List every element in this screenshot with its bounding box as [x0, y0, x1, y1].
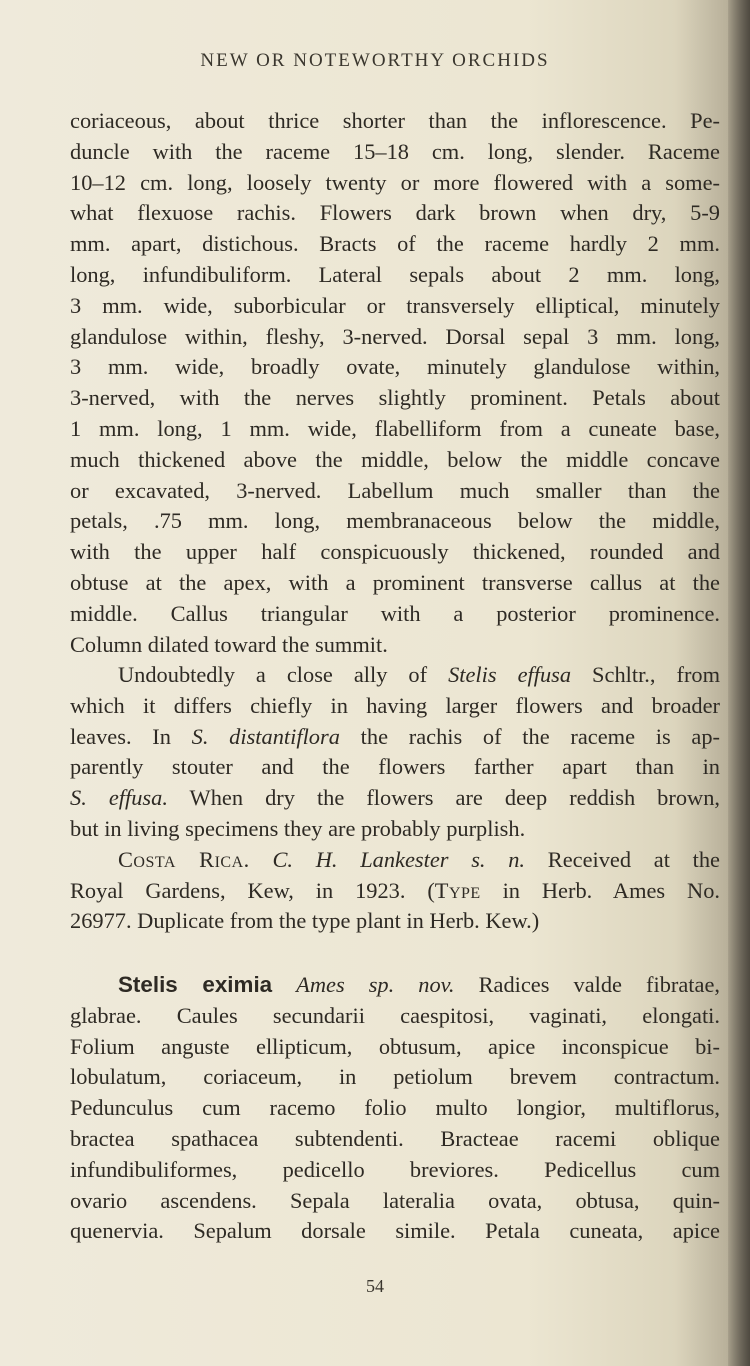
- text-line: petals, .75 mm. long, membranaceous below the middle,: [70, 508, 720, 534]
- text-line: 10–12 cm. long, loosely twenty or more flowered with a some-: [70, 169, 720, 195]
- text-line: or excavated, 3-nerved. Labellum much smaller than the: [70, 477, 720, 503]
- text-line: which it differs chiefly in having larger flowers and broader: [70, 692, 720, 718]
- text-line: what flexuose rachis. Flowers dark brown when dry, 5-9: [70, 200, 720, 226]
- text-line: 26977. Duplicate from the type plant in Herb. Kew.): [70, 908, 540, 934]
- text-line: middle. Callus triangular with a posterior prominence.: [70, 600, 720, 626]
- locality-line: Costa Rica. C. H. Lankester s. n. Received at the: [118, 846, 720, 872]
- collector: C. H. Lankester s. n.: [272, 846, 526, 872]
- species-name: Stelis eximia: [118, 972, 273, 997]
- text-line: S. effusa. When dry the flowers are deep reddish brown,: [70, 785, 720, 811]
- species-description: [70, 106, 720, 660]
- text-line: obtuse at the apex, with a prominent transverse callus at the: [70, 569, 720, 595]
- text-line: quenervia. Sepalum dorsale simile. Petala cuneata, apice: [70, 1218, 720, 1244]
- text-line: with the upper half conspicuously thickened, rounded and: [70, 539, 720, 565]
- page-gutter-shadow: [728, 0, 750, 1366]
- text-line: Column dilated toward the summit.: [70, 631, 388, 657]
- taxon-name: S. effusa.: [70, 785, 168, 811]
- species-authority: Ames sp. nov.: [296, 972, 455, 997]
- text-line: duncle with the raceme 15–18 cm. long, slender. Raceme: [70, 138, 720, 164]
- text-line: ovario ascendens. Sepala lateralia ovata, obtusa, quin-: [70, 1187, 720, 1213]
- text-line: leaves. In S. distantiflora the rachis of the raceme is ap-: [70, 723, 720, 749]
- species-heading-line: Stelis eximia Ames sp. nov. Radices valde fibratae,: [118, 972, 720, 997]
- text-line: coriaceous, about thrice shorter than the inflorescence. Pe-: [70, 108, 720, 133]
- text-line: 1 mm. long, 1 mm. wide, flabelliform from a cuneate base,: [70, 415, 720, 441]
- text-line: mm. apart, distichous. Bracts of the raceme hardly 2 mm.: [70, 231, 720, 257]
- text-line: Undoubtedly a close ally of Stelis effusa Schltr., from: [118, 662, 720, 687]
- text-line: bractea spathacea subtendenti. Bracteae racemi oblique: [70, 1125, 720, 1151]
- type-label: Type: [434, 877, 481, 903]
- text-line: 3 mm. wide, suborbicular or transversely elliptical, minutely: [70, 292, 720, 318]
- text-line: parently stouter and the flowers farther apart than in: [70, 754, 720, 780]
- text-line: 3 mm. wide, broadly ovate, minutely glandulose within,: [70, 354, 720, 380]
- text-line: Pedunculus cum racemo folio multo longior, multiflorus,: [70, 1095, 720, 1121]
- country: Costa Rica.: [118, 846, 250, 872]
- text-line: infundibuliformes, pedicello breviores. Pedicellus cum: [70, 1156, 720, 1182]
- discussion-paragraph: [70, 660, 720, 937]
- page-number: 54: [366, 1276, 384, 1296]
- text-line: long, infundibuliform. Lateral sepals about 2 mm. long,: [70, 261, 720, 287]
- text-line: glabrae. Caules secundarii caespitosi, vaginati, elongati.: [70, 1002, 720, 1028]
- text-line: 3-nerved, with the nerves slightly prominent. Petals about: [70, 385, 720, 411]
- text-line: lobulatum, coriaceum, in petiolum brevem contractum.: [70, 1064, 720, 1090]
- text-line: glandulose within, fleshy, 3-nerved. Dorsal sepal 3 mm. long,: [70, 323, 720, 349]
- running-head: NEW OR NOTEWORTHY ORCHIDS: [200, 50, 550, 71]
- taxon-name: Stelis effusa: [448, 662, 572, 687]
- text-line: much thickened above the middle, below the middle concave: [70, 446, 720, 472]
- text-line: Royal Gardens, Kew, in 1923. (Type in Herb. Ames No.: [70, 877, 720, 903]
- new-species-entry: [70, 970, 720, 1247]
- text-line: but in living specimens they are probably purplish.: [70, 815, 526, 841]
- text-line: Folium anguste ellipticum, obtusum, apice inconspicue bi-: [70, 1033, 720, 1059]
- taxon-name: S. distantiflora: [191, 723, 340, 749]
